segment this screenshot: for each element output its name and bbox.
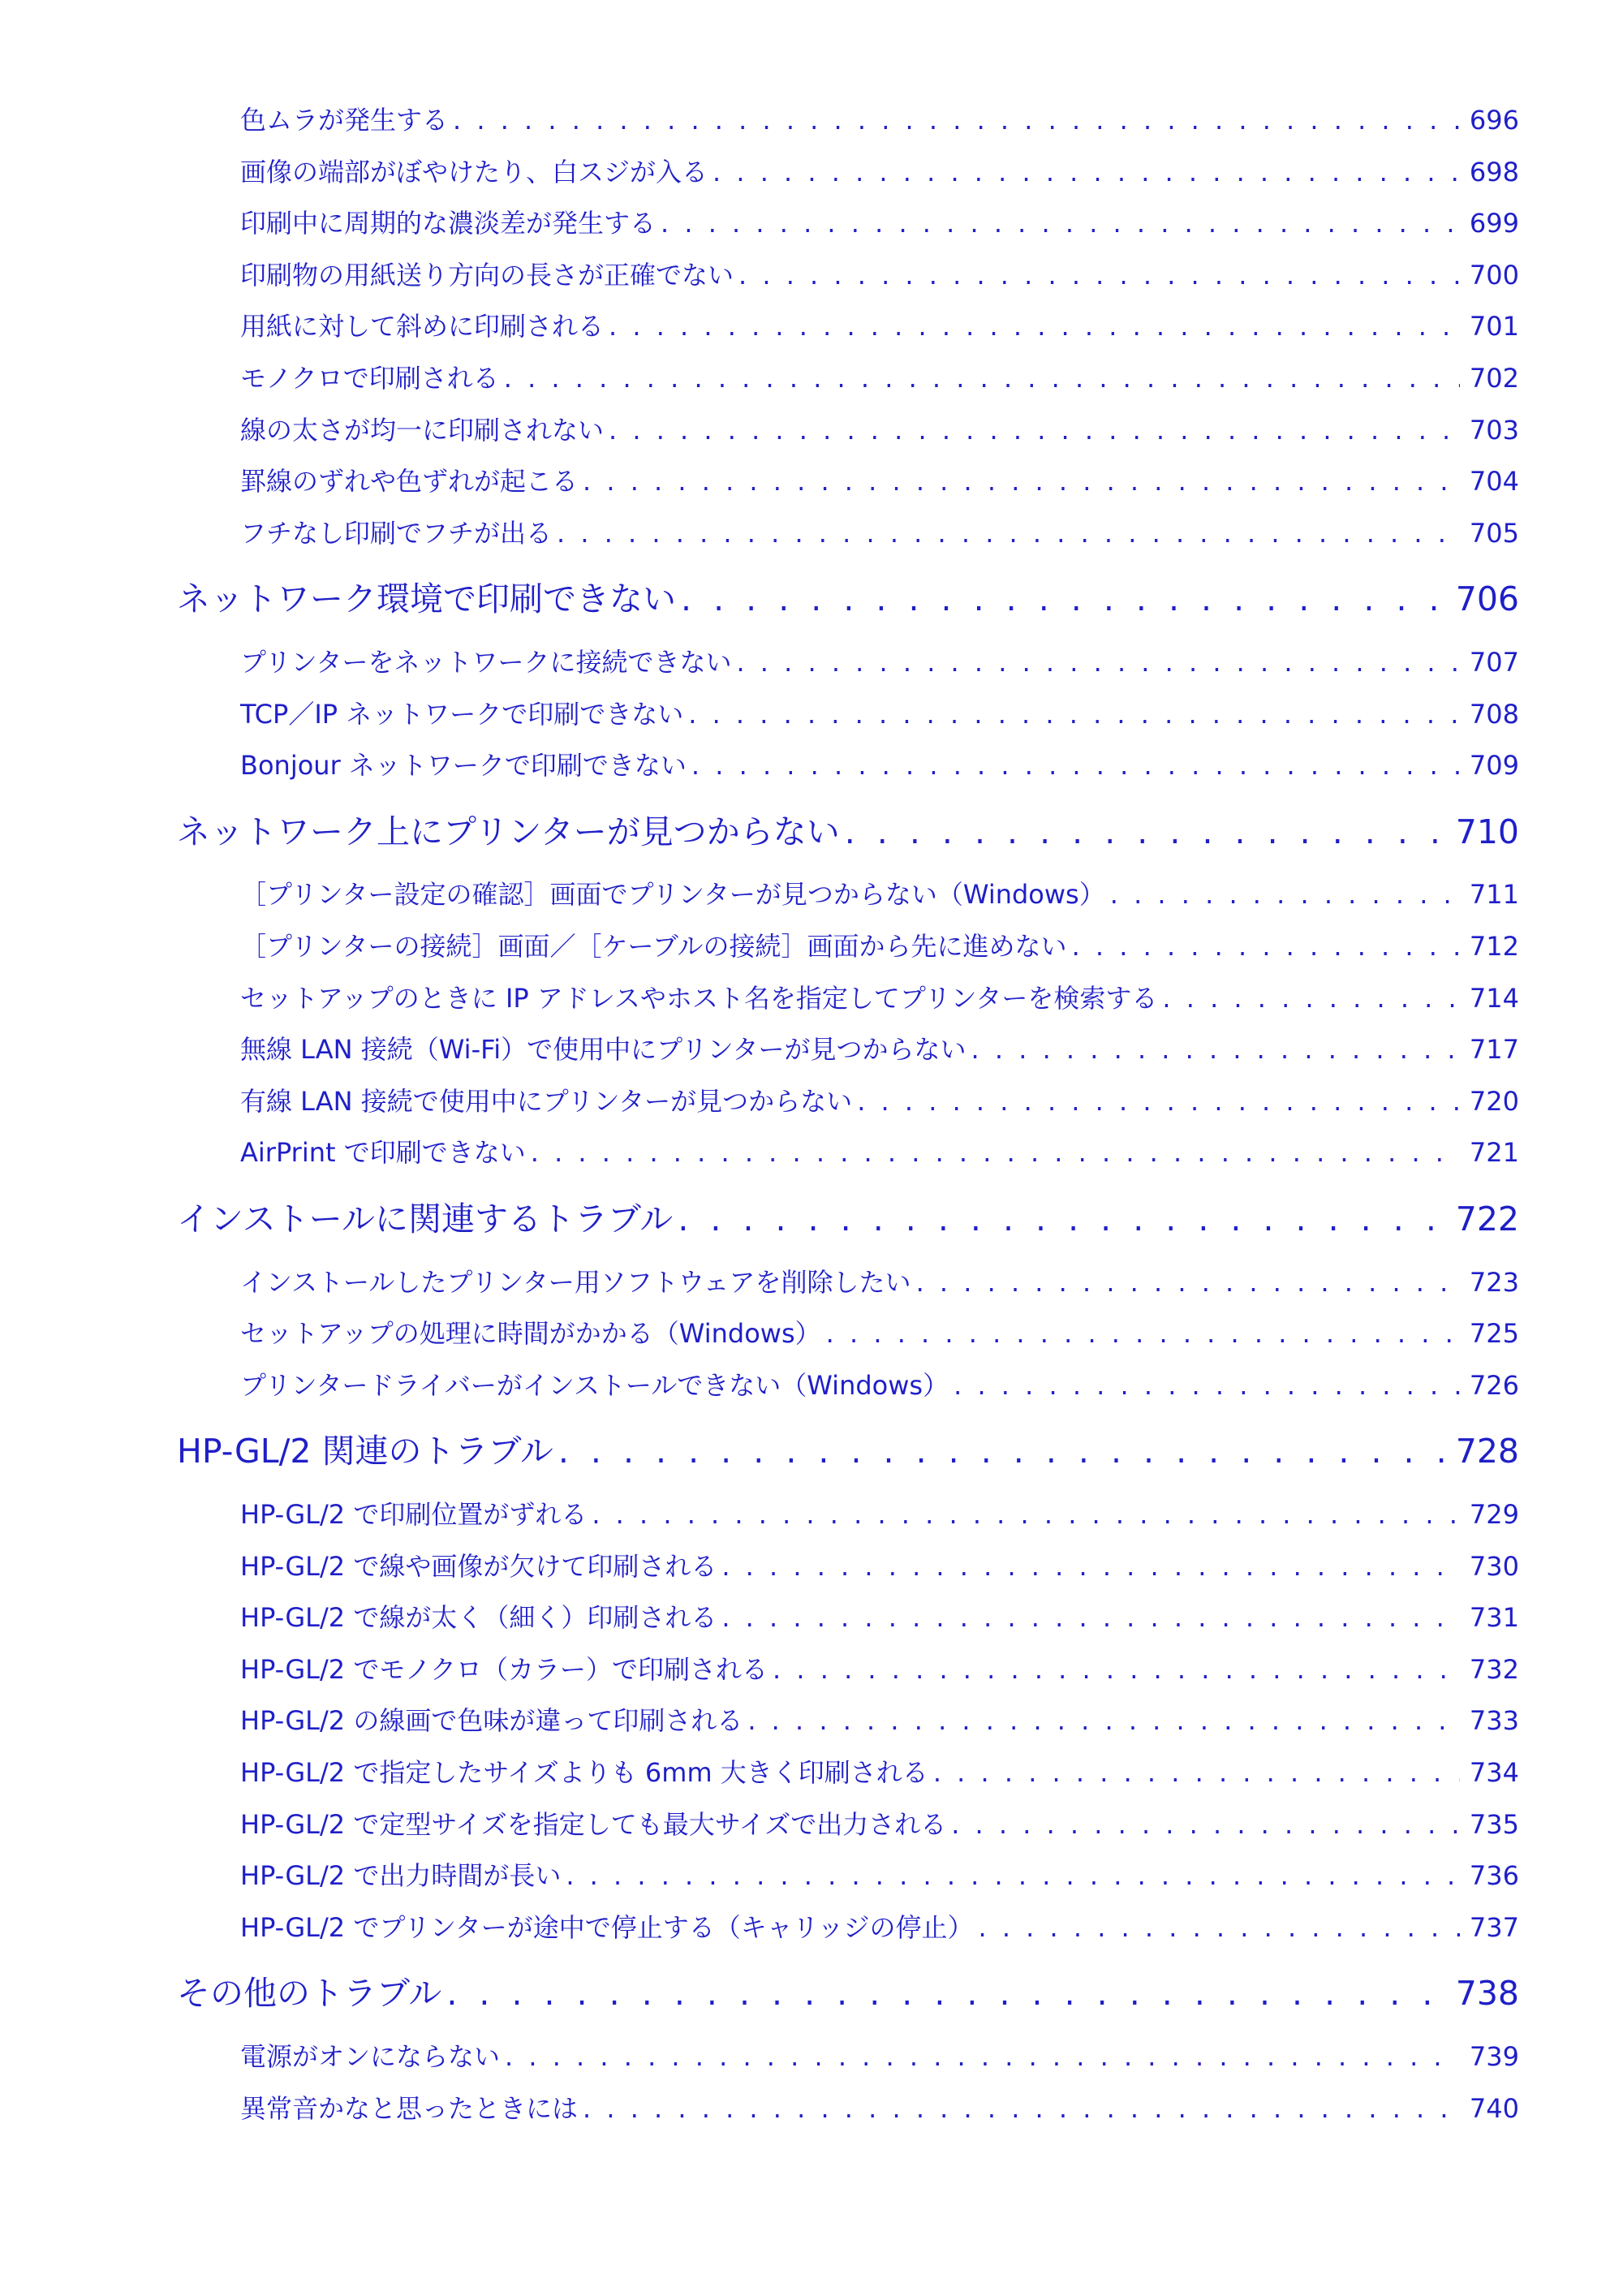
toc-entry-title: ネットワーク環境で印刷できない bbox=[177, 579, 676, 618]
dot-leader bbox=[505, 2041, 1460, 2072]
toc-entry-title: HP-GL/2 関連のトラブル bbox=[177, 1432, 553, 1471]
toc-entry-link[interactable] bbox=[240, 1597, 1519, 1636]
dot-leader bbox=[712, 157, 1460, 187]
toc-entry-title: プリンタードライバーがインストールできない（Windows） bbox=[240, 1370, 949, 1401]
toc-entry-link[interactable] bbox=[240, 1029, 1519, 1068]
toc-page-number: 725 bbox=[1469, 1318, 1519, 1349]
toc-entry-link[interactable] bbox=[240, 1081, 1519, 1120]
dot-leader bbox=[747, 1705, 1460, 1736]
toc-entry-link[interactable] bbox=[240, 203, 1519, 242]
toc-entry-link[interactable] bbox=[240, 1546, 1519, 1585]
toc-page-number: 717 bbox=[1469, 1034, 1519, 1065]
toc-entry-title: 線の太さが均一に印刷されない bbox=[240, 415, 605, 446]
toc-page-number: 699 bbox=[1469, 208, 1519, 239]
toc-entry-title: その他のトラブル bbox=[177, 1974, 442, 2013]
toc-entry-link[interactable] bbox=[240, 461, 1519, 500]
toc-entry-title: セットアップのときに IP アドレスやホスト名を指定してプリンターを検索する bbox=[240, 983, 1158, 1014]
toc-entry-link[interactable] bbox=[240, 1262, 1519, 1301]
toc-page-number: 726 bbox=[1469, 1370, 1519, 1401]
toc-entry-title: HP-GL/2 で指定したサイズよりも 6mm 大きく印刷される bbox=[240, 1757, 928, 1788]
dot-leader bbox=[826, 1318, 1460, 1349]
dot-leader bbox=[1110, 879, 1460, 910]
toc-section-link[interactable] bbox=[177, 1192, 1519, 1241]
toc-page-number: 733 bbox=[1469, 1705, 1519, 1736]
toc-page-number: 709 bbox=[1469, 750, 1519, 781]
dot-leader bbox=[453, 105, 1460, 136]
dot-leader bbox=[954, 1370, 1460, 1401]
toc-entry-title: セットアップの処理に時間がかかる（Windows） bbox=[240, 1318, 821, 1349]
dot-leader bbox=[557, 518, 1460, 549]
toc-entry-title: モノクロで印刷される bbox=[240, 363, 499, 394]
toc-page-number: 696 bbox=[1469, 105, 1519, 136]
toc-entry-title: 画像の端部がぼやけたり、白スジが入る bbox=[240, 157, 708, 187]
toc-page-number: 703 bbox=[1469, 415, 1519, 446]
toc-page-number: 701 bbox=[1469, 311, 1519, 342]
toc-page-number: 706 bbox=[1455, 579, 1519, 618]
toc-entry-title: インストールに関連するトラブル bbox=[177, 1200, 674, 1238]
dot-leader bbox=[609, 311, 1460, 342]
toc-entry-title: TCP／IP ネットワークで印刷できない bbox=[240, 699, 684, 730]
toc-entry-link[interactable] bbox=[240, 642, 1519, 681]
toc-page-number: 729 bbox=[1469, 1499, 1519, 1530]
dot-leader bbox=[558, 1432, 1446, 1471]
dot-leader bbox=[845, 812, 1446, 851]
toc-section-link[interactable] bbox=[177, 1424, 1519, 1473]
dot-leader bbox=[933, 1757, 1460, 1788]
toc-page-number: 731 bbox=[1469, 1602, 1519, 1633]
toc-page-number: 735 bbox=[1469, 1809, 1519, 1840]
toc-section-link[interactable] bbox=[177, 572, 1519, 621]
toc-entry-title: HP-GL/2 で定型サイズを指定しても最大サイズで出力される bbox=[240, 1809, 947, 1840]
toc-entry-link[interactable] bbox=[240, 978, 1519, 1017]
toc-page-number: 714 bbox=[1469, 983, 1519, 1014]
toc-section-link[interactable] bbox=[177, 805, 1519, 854]
toc-entry-link[interactable] bbox=[240, 1132, 1519, 1171]
dot-leader bbox=[773, 1654, 1460, 1685]
dot-leader bbox=[504, 363, 1460, 394]
toc-entry-link[interactable] bbox=[240, 1365, 1519, 1404]
toc-entry-title: 色ムラが発生する bbox=[240, 105, 449, 136]
toc-entry-title: ［プリンターの接続］画面／［ケーブルの接続］画面から先に進めない bbox=[240, 931, 1067, 962]
dot-leader bbox=[1072, 931, 1460, 962]
toc-page-number: 720 bbox=[1469, 1086, 1519, 1117]
dot-leader bbox=[583, 2093, 1460, 2124]
dot-leader bbox=[1162, 983, 1460, 1014]
dot-leader bbox=[566, 1860, 1460, 1891]
toc-entry-title: HP-GL/2 でプリンターが途中で停止する（キャリッジの停止） bbox=[240, 1912, 974, 1943]
toc-page-number: 739 bbox=[1469, 2041, 1519, 2072]
toc-entry-link[interactable] bbox=[240, 874, 1519, 913]
toc-entry-title: インストールしたプリンター用ソフトウェアを削除したい bbox=[240, 1267, 911, 1298]
dot-leader bbox=[736, 647, 1459, 678]
toc-page-number: 723 bbox=[1469, 1267, 1519, 1298]
toc-section-link[interactable] bbox=[177, 1966, 1519, 2015]
toc-page-number: 702 bbox=[1469, 363, 1519, 394]
toc-entry-link[interactable] bbox=[240, 1700, 1519, 1739]
dot-leader bbox=[531, 1137, 1460, 1168]
toc-entry-link[interactable] bbox=[240, 1494, 1519, 1533]
toc-page-number: 732 bbox=[1469, 1654, 1519, 1685]
toc-entry-link[interactable] bbox=[240, 1752, 1519, 1791]
toc-entry-link[interactable] bbox=[240, 1907, 1519, 1946]
toc-entry-link[interactable] bbox=[240, 513, 1519, 552]
toc-entry-title: 異常音かなと思ったときには bbox=[240, 2093, 579, 2124]
dot-leader bbox=[916, 1267, 1460, 1298]
toc-page-number: 710 bbox=[1455, 812, 1519, 851]
toc-entry-link[interactable] bbox=[240, 152, 1519, 191]
toc-page-number: 736 bbox=[1469, 1860, 1519, 1891]
toc-page-number: 740 bbox=[1469, 2093, 1519, 2124]
toc-entry-link[interactable] bbox=[240, 410, 1519, 449]
toc-entry-link[interactable] bbox=[240, 100, 1519, 139]
toc-page-number: 721 bbox=[1469, 1137, 1519, 1168]
dot-leader bbox=[583, 466, 1460, 497]
dot-leader bbox=[978, 1912, 1459, 1943]
toc-entry-title: HP-GL/2 で印刷位置がずれる bbox=[240, 1499, 588, 1530]
toc-page-number: 737 bbox=[1469, 1912, 1519, 1943]
toc-page-number: 711 bbox=[1469, 879, 1519, 910]
toc-entry-link[interactable] bbox=[240, 1313, 1519, 1352]
dot-leader bbox=[691, 750, 1460, 781]
toc-entry-title: プリンターをネットワークに接続できない bbox=[240, 647, 732, 678]
toc-entry-title: 有線 LAN 接続で使用中にプリンターが見つからない bbox=[240, 1086, 853, 1117]
toc-page-number: 738 bbox=[1455, 1974, 1519, 2013]
toc-entry-title: Bonjour ネットワークで印刷できない bbox=[240, 750, 687, 781]
toc-entry-link[interactable] bbox=[240, 1855, 1519, 1894]
toc-entry-title: HP-GL/2 で線や画像が欠けて印刷される bbox=[240, 1551, 717, 1582]
toc-page-number: 728 bbox=[1455, 1432, 1519, 1471]
toc-page-number: 734 bbox=[1469, 1757, 1519, 1788]
toc-entry-title: 印刷中に周期的な濃淡差が発生する bbox=[240, 208, 657, 239]
toc-entry-link[interactable] bbox=[240, 745, 1519, 784]
toc-entry-title: ［プリンター設定の確認］画面でプリンターが見つからない（Windows） bbox=[240, 879, 1105, 910]
toc-entry-title: 用紙に対して斜めに印刷される bbox=[240, 311, 605, 342]
toc-page-number: 712 bbox=[1469, 931, 1519, 962]
toc-entry-title: ネットワーク上にプリンターが見つからない bbox=[177, 812, 840, 851]
toc-page-number: 704 bbox=[1469, 466, 1519, 497]
toc-entry-link[interactable] bbox=[240, 358, 1519, 397]
toc-entry-link[interactable] bbox=[240, 2088, 1519, 2127]
toc-entry-title: AirPrint で印刷できない bbox=[240, 1137, 526, 1168]
dot-leader bbox=[681, 579, 1446, 618]
toc-entry-link[interactable] bbox=[240, 2036, 1519, 2075]
toc-entry-title: HP-GL/2 でモノクロ（カラー）で印刷される bbox=[240, 1654, 768, 1685]
dot-leader bbox=[721, 1551, 1460, 1582]
toc-entry-title: フチなし印刷でフチが出る bbox=[240, 518, 553, 549]
dot-leader bbox=[446, 1974, 1445, 2013]
toc-entry-title: 罫線のずれや色ずれが起こる bbox=[240, 466, 579, 497]
toc-entry-title: HP-GL/2 の線画で色味が違って印刷される bbox=[240, 1705, 743, 1736]
dot-leader bbox=[951, 1809, 1460, 1840]
toc-entry-title: 電源がオンにならない bbox=[240, 2041, 501, 2072]
toc-entry-link[interactable] bbox=[240, 1649, 1519, 1688]
toc-entry-title: HP-GL/2 で出力時間が長い bbox=[240, 1860, 562, 1891]
dot-leader bbox=[609, 415, 1460, 446]
toc-entry-link[interactable] bbox=[240, 255, 1519, 294]
toc-page-number: 708 bbox=[1469, 699, 1519, 730]
toc-page-number: 722 bbox=[1455, 1200, 1519, 1238]
dot-leader bbox=[738, 260, 1460, 291]
toc-page-number: 705 bbox=[1469, 518, 1519, 549]
toc-entry-link[interactable] bbox=[240, 1804, 1519, 1843]
toc-entry-title: 無線 LAN 接続（Wi-Fi）で使用中にプリンターが見つからない bbox=[240, 1034, 966, 1065]
dot-leader bbox=[678, 1200, 1445, 1238]
dot-leader bbox=[971, 1034, 1460, 1065]
dot-leader bbox=[661, 208, 1460, 239]
dot-leader bbox=[592, 1499, 1460, 1530]
toc-entry-link[interactable] bbox=[240, 926, 1519, 965]
dot-leader bbox=[688, 699, 1460, 730]
dot-leader bbox=[721, 1602, 1460, 1633]
toc-entry-link[interactable] bbox=[240, 694, 1519, 733]
dot-leader bbox=[857, 1086, 1460, 1117]
toc-entry-title: HP-GL/2 で線が太く（細く）印刷される bbox=[240, 1602, 717, 1633]
toc-page-number: 730 bbox=[1469, 1551, 1519, 1582]
toc-page-number: 700 bbox=[1469, 260, 1519, 291]
toc-entry-link[interactable] bbox=[240, 306, 1519, 345]
toc-page-number: 698 bbox=[1469, 157, 1519, 187]
toc-page-number: 707 bbox=[1469, 647, 1519, 678]
toc-entry-title: 印刷物の用紙送り方向の長さが正確でない bbox=[240, 260, 734, 291]
